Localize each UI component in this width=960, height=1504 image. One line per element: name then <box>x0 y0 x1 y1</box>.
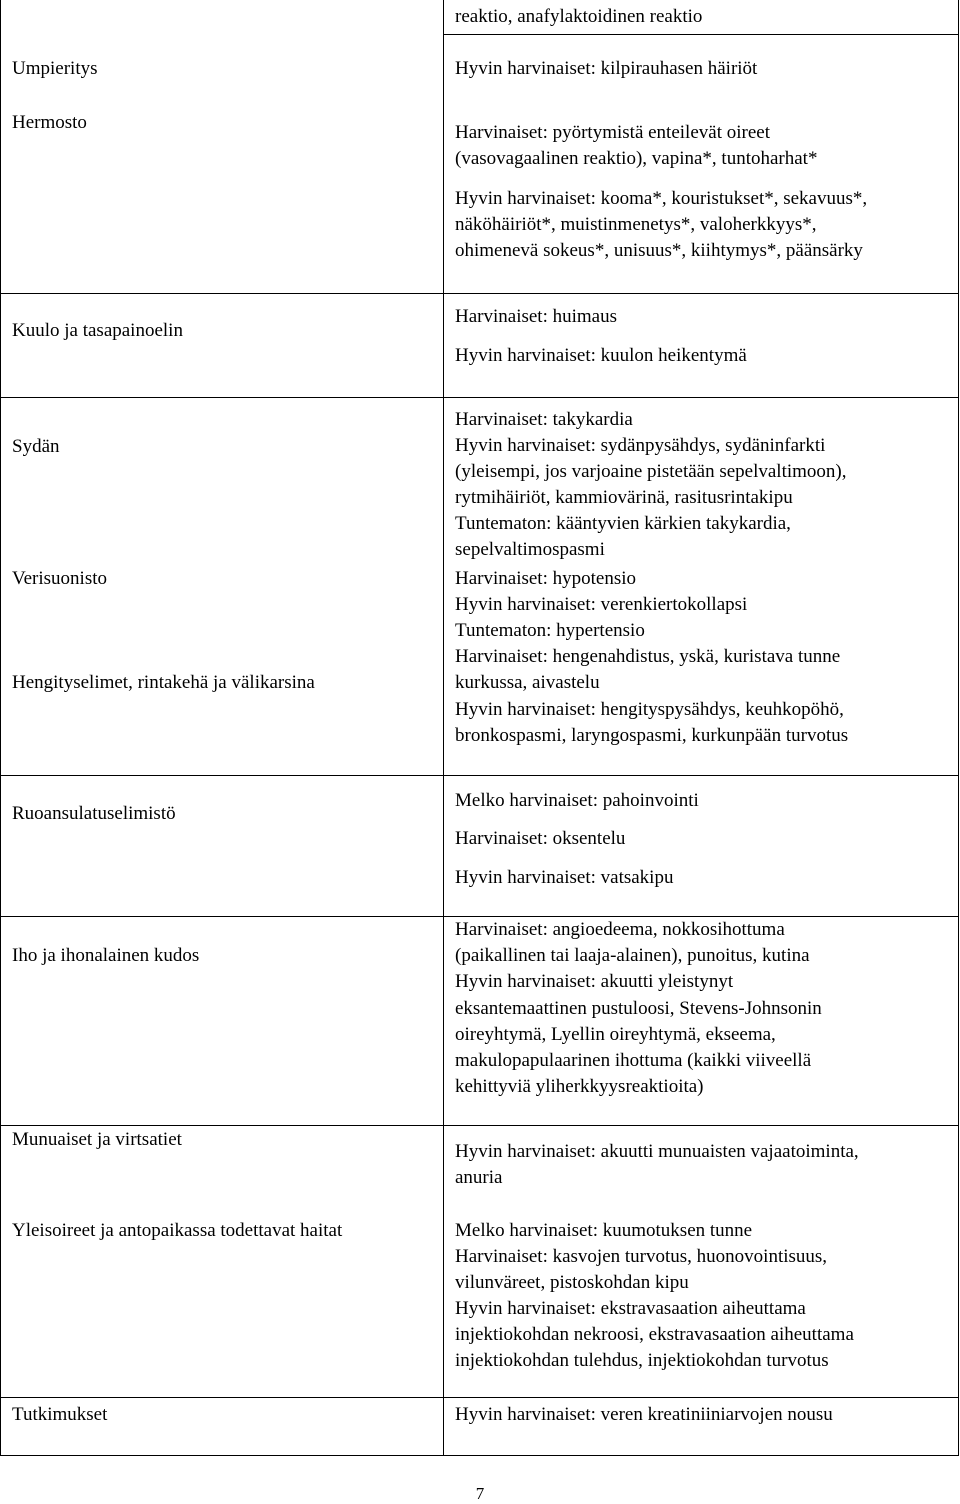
effect-text: injektiokohdan tulehdus, injektiokohdan turvotus <box>455 1350 829 1371</box>
effect-text: Hyvin harvinaiset: hengityspysähdys, keuhkopöhö, <box>455 699 844 720</box>
effect-text: Hyvin harvinaiset: kuulon heikentymä <box>455 345 747 366</box>
organ-label: Iho ja ihonalainen kudos <box>12 945 200 966</box>
organ-label: Hengityselimet, rintakehä ja välikarsina <box>12 672 315 693</box>
effect-text: anuria <box>455 1167 503 1188</box>
effect-text: Hyvin harvinaiset: kooma*, kouristukset*, sekavuus*, <box>455 188 868 209</box>
effect-text: Hyvin harvinaiset: verenkiertokollapsi <box>455 594 748 615</box>
effect-text: Hyvin harvinaiset: ekstravasaation aiheuttama <box>455 1298 806 1319</box>
row-divider <box>0 293 959 294</box>
organ-label: Munuaiset ja virtsatiet <box>12 1129 182 1150</box>
effect-text: Harvinaiset: hypotensio <box>455 568 636 589</box>
effect-text: (paikallinen tai laaja-alainen), punoitus, kutina <box>455 945 810 966</box>
organ-label: Verisuonisto <box>12 568 107 589</box>
table-border-left <box>0 0 1 1456</box>
organ-label: Hermosto <box>12 112 87 133</box>
effect-text: (yleisempi, jos varjoaine pistetään sepelvaltimoon), <box>455 461 847 482</box>
effect-text: reaktio, anafylaktoidinen reaktio <box>455 6 703 27</box>
row-divider <box>443 34 959 35</box>
effect-text: eksantemaattinen pustuloosi, Stevens-Johnsonin <box>455 998 822 1019</box>
effect-text: kurkussa, aivastelu <box>455 672 600 693</box>
organ-label: Ruoansulatuselimistö <box>12 803 176 824</box>
row-divider <box>0 397 959 398</box>
table-border-right <box>958 0 959 1456</box>
effect-text: ohimenevä sokeus*, unisuus*, kiihtymys*, päänsärky <box>455 240 863 261</box>
organ-label: Yleisoireet ja antopaikassa todettavat haitat <box>12 1220 343 1241</box>
effect-text: Hyvin harvinaiset: veren kreatiniiniarvojen nousu <box>455 1404 833 1425</box>
row-divider <box>0 1125 959 1126</box>
organ-label: Umpieritys <box>12 58 98 79</box>
effect-text: Harvinaiset: angioedeema, nokkosihottuma <box>455 919 785 940</box>
organ-label: Kuulo ja tasapainoelin <box>12 320 183 341</box>
effect-text: Melko harvinaiset: kuumotuksen tunne <box>455 1220 753 1241</box>
organ-label: Sydän <box>12 436 60 457</box>
row-divider <box>0 775 959 776</box>
effect-text: Harvinaiset: hengenahdistus, yskä, kuristava tunne <box>455 646 841 667</box>
effect-text: Hyvin harvinaiset: vatsakipu <box>455 867 674 888</box>
effect-text: Hyvin harvinaiset: sydänpysähdys, sydäninfarkti <box>455 435 826 456</box>
effect-text: oireyhtymä, Lyellin oireyhtymä, ekseema, <box>455 1024 776 1045</box>
effect-text: Hyvin harvinaiset: akuutti yleistynyt <box>455 971 734 992</box>
effect-text: rytmihäiriöt, kammiovärinä, rasitusrintakipu <box>455 487 793 508</box>
effect-text: Hyvin harvinaiset: kilpirauhasen häiriöt <box>455 58 758 79</box>
effect-text: sepelvaltimospasmi <box>455 539 605 560</box>
effect-text: Harvinaiset: takykardia <box>455 409 633 430</box>
effect-text: Harvinaiset: oksentelu <box>455 828 626 849</box>
table-border-bottom <box>0 1455 959 1456</box>
effect-text: vilunväreet, pistoskohdan kipu <box>455 1272 689 1293</box>
effect-text: makulopapulaarinen ihottuma (kaikki viiveellä <box>455 1050 812 1071</box>
effect-text: Melko harvinaiset: pahoinvointi <box>455 790 699 811</box>
effect-text: Hyvin harvinaiset: akuutti munuaisten vajaatoiminta, <box>455 1141 859 1162</box>
row-divider <box>0 1397 959 1398</box>
effect-text: bronkospasmi, laryngospasmi, kurkunpään turvotus <box>455 725 849 746</box>
organ-label: Tutkimukset <box>12 1404 108 1425</box>
effect-text: näköhäiriöt*, muistinmenetys*, valoherkkyys*, <box>455 214 817 235</box>
effect-text: Tuntematon: hypertensio <box>455 620 645 641</box>
column-divider <box>443 0 444 1456</box>
effect-text: kehittyviä yliherkkyysreaktioita) <box>455 1076 704 1097</box>
effect-text: injektiokohdan nekroosi, ekstravasaation aiheuttama <box>455 1324 854 1345</box>
effect-text: (vasovagaalinen reaktio), vapina*, tuntoharhat* <box>455 148 818 169</box>
effect-text: Harvinaiset: huimaus <box>455 306 617 327</box>
effect-text: Harvinaiset: kasvojen turvotus, huonovointisuus, <box>455 1246 828 1267</box>
page-number: 7 <box>475 1484 485 1503</box>
effect-text: Harvinaiset: pyörtymistä enteilevät oireet <box>455 122 770 143</box>
effect-text: Tuntematon: kääntyvien kärkien takykardia, <box>455 513 791 534</box>
